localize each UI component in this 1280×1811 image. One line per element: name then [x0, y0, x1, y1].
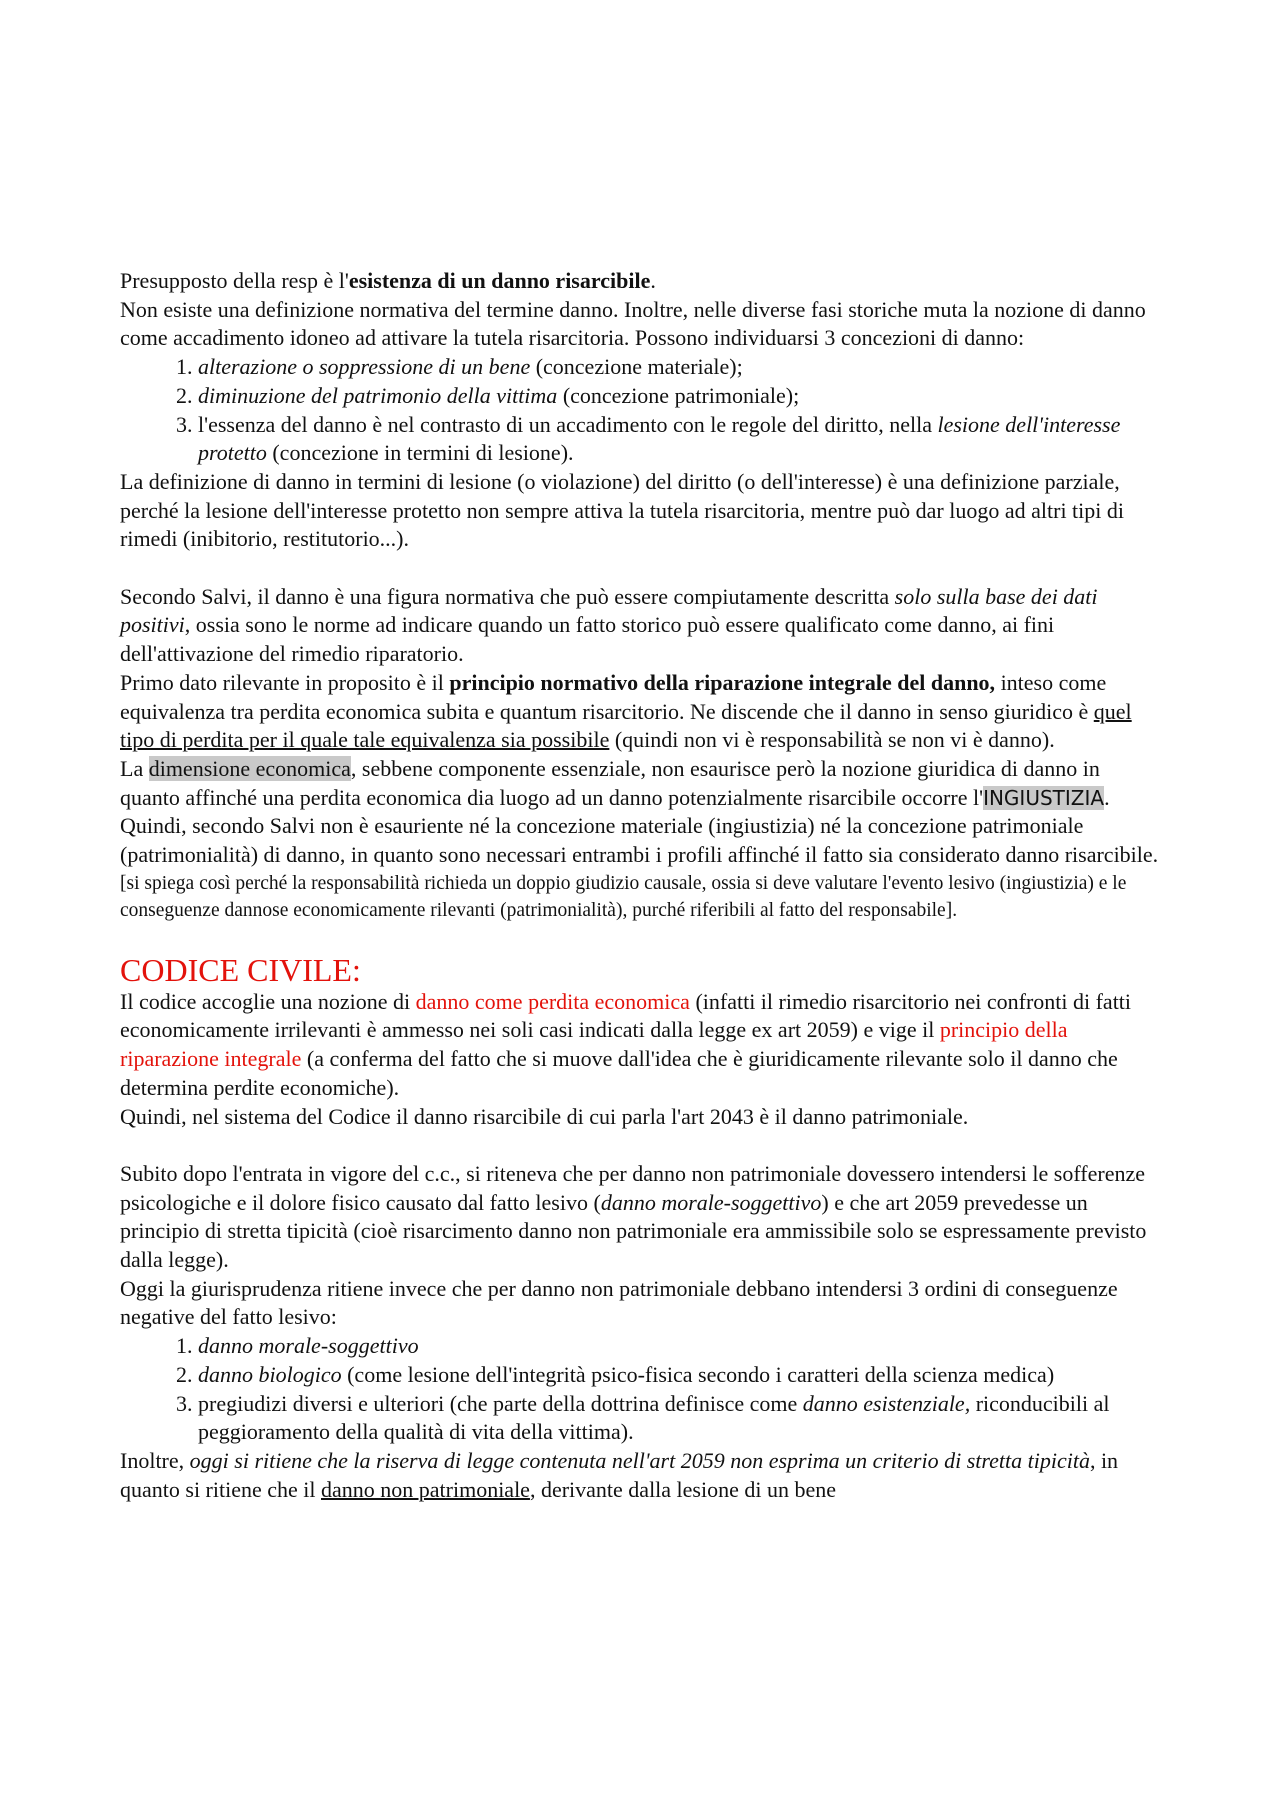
text: l'essenza del danno è nel contrasto di un accadimento con le regole del diritto, nella: [198, 411, 938, 437]
paragraph-sistema-codice: Quindi, nel sistema del Codice il danno risarcibile di cui parla l'art 2043 è il danno patrimoniale.: [120, 1103, 969, 1129]
underlined-text: danno non patrimoniale: [321, 1476, 530, 1502]
text: inteso come equivalenza tra perdita economica subita e quantum risarcitorio. Ne discende che il danno in senso giuridico è: [120, 669, 1107, 724]
italic-text: solo sulla base dei dati positivi: [120, 583, 1098, 638]
list-item: [198, 1390, 1160, 1447]
spacer: [120, 554, 1160, 583]
text: Primo dato rilevante in proposito è il: [120, 669, 450, 695]
section-heading: CODICE CIVILE:: [120, 951, 361, 988]
text: (quindi non vi è responsabilità se non vi è danno).: [609, 727, 1055, 753]
paragraph-inoltre: [120, 1447, 1160, 1504]
italic-text: danno morale-soggettivo: [198, 1333, 419, 1359]
bracket-note: [si spiega così perché la responsabilità richieda un doppio giudizio causale, ossia si deve valutare l'evento lesivo (ingiustizia) e le conseguenze dannose economicamente rilevanti (patrimonialità), purché riferibili al fatto del responsabile].: [120, 872, 1127, 921]
text: , in quanto si ritiene che il: [120, 1447, 1119, 1502]
text: .: [1104, 784, 1110, 810]
list-item: [198, 411, 1160, 468]
list-item: [198, 382, 1160, 411]
text: Il codice accoglie una nozione di: [120, 988, 416, 1014]
text: pregiudizi diversi e ulteriori (che parte della dottrina definisce come: [198, 1390, 803, 1416]
list-item: [198, 1361, 1160, 1390]
underlined-text: quel tipo di perdita per il quale tale equivalenza sia possibile: [120, 698, 1132, 753]
list-item: [198, 1332, 1160, 1361]
spacer: [120, 1131, 1160, 1160]
paragraph-codice: [120, 988, 1160, 1103]
paragraph-presupposto: [120, 267, 1160, 296]
text: riconducibili al peggioramento della qualità di vita della vittima).: [198, 1390, 1110, 1445]
paragraph-quindi-salvi: Quindi, secondo Salvi non è esauriente né la concezione materiale (ingiustizia) né la concezione patrimoniale (patrimonialità) di danno, in quanto sono necessari entrambi i profili affinché il fatto sia considerato danno risarcibile.: [120, 813, 1159, 868]
paragraph-definizione: Non esiste una definizione normativa del termine danno. Inoltre, nelle diverse fasi storiche muta la nozione di danno come accadimento idoneo ad attivare la tutela risarcitoria. Possono individuarsi 3 concezioni di danno:: [120, 296, 1146, 351]
italic-text: oggi si ritiene che la riserva di legge contenuta nell'art 2059 non esprima un criterio di stretta tipicità: [189, 1447, 1090, 1473]
paragraph-definizione-parziale: La definizione di danno in termini di lesione (o violazione) del diritto (o dell'interesse) è una definizione parziale, perché la lesione dell'interesse protetto non sempre attiva la tutela risarcitoria, mentre può dar luogo ad altri tipi di rimedi (inibitorio, restitutorio...).: [120, 468, 1125, 552]
bold-text: principio normativo della riparazione integrale del danno,: [449, 669, 996, 695]
text: Presupposto della resp è l': [120, 268, 349, 293]
paragraph-salvi: [120, 583, 1160, 669]
bold-text: esistenza di un danno risarcibile: [348, 268, 651, 293]
italic-text: diminuzione del patrimonio della vittima: [198, 382, 558, 408]
text: , sebbene componente essenziale, non esaurisce però la nozione giuridica di danno in quanto affinché una perdita economica dia luogo ad un danno potenzialmente risarcibile occorre l': [120, 755, 1100, 810]
text: (concezione in termini di lesione).: [266, 440, 574, 466]
text: Subito dopo l'entrata in vigore del c.c., si riteneva che per danno non patrimoniale dovessero intendersi le sofferenze psicologiche e il dolore fisico causato dal fatto lesivo (: [120, 1160, 1145, 1215]
italic-text: lesione dell'interesse protetto: [198, 411, 1121, 466]
text: (concezione patrimoniale);: [557, 382, 800, 408]
text: ) e che art 2059 prevedesse un principio di stretta tipicità (cioè risarcimento danno non patrimoniale era ammissibile solo se espressamente previsto dalla legge).: [120, 1189, 1147, 1273]
text: (come lesione dell'integrità psico-fisica secondo i caratteri della scienza medica): [341, 1361, 1055, 1387]
highlighted-text: dimensione economica: [148, 755, 351, 781]
red-text: danno come perdita economica: [415, 988, 690, 1014]
text: .: [650, 268, 656, 293]
italic-text: danno esistenziale,: [802, 1390, 971, 1416]
italic-text: danno biologico: [198, 1361, 342, 1387]
text: Inoltre,: [120, 1447, 190, 1473]
text: La: [120, 755, 149, 781]
paragraph-primo-dato: [120, 669, 1160, 755]
text: (infatti il rimedio risarcitorio nei confronti di fatti economicamente irrilevanti è ammesso nei soli casi indicati dalla legge ex art 2059) e vige il: [120, 988, 1132, 1043]
text: (concezione materiale);: [530, 354, 743, 380]
paragraph-dimensione-economica: [120, 755, 1160, 812]
text: , ossia sono le norme ad indicare quando un fatto storico può essere qualificato come danno, ai fini dell'attivazione del rimedio riparatorio.: [120, 612, 1055, 667]
text: , derivante dalla lesione di un bene: [529, 1476, 837, 1502]
red-text: principio della riparazione integrale: [120, 1017, 1068, 1072]
concezioni-list: [120, 353, 1160, 468]
italic-text: danno morale-soggettivo: [600, 1189, 822, 1215]
list-item: [198, 353, 1160, 382]
italic-text: alterazione o soppressione di un bene: [198, 354, 531, 380]
text: (a conferma del fatto che si muove dall'idea che è giuridicamente rilevante solo il danno che determina perdite economiche).: [120, 1046, 1118, 1100]
paragraph-oggi: Oggi la giurisprudenza ritiene invece che per danno non patrimoniale debbano intendersi 3 ordini di conseguenze negative del fatto lesivo:: [120, 1275, 1118, 1330]
paragraph-subito-dopo: [120, 1160, 1160, 1275]
document-body: [120, 267, 1160, 1504]
highlighted-text: INGIUSTIZIA: [983, 785, 1105, 810]
ordini-list: [120, 1332, 1160, 1447]
text: Secondo Salvi, il danno è una figura normativa che può essere compiutamente descritta: [120, 583, 895, 609]
